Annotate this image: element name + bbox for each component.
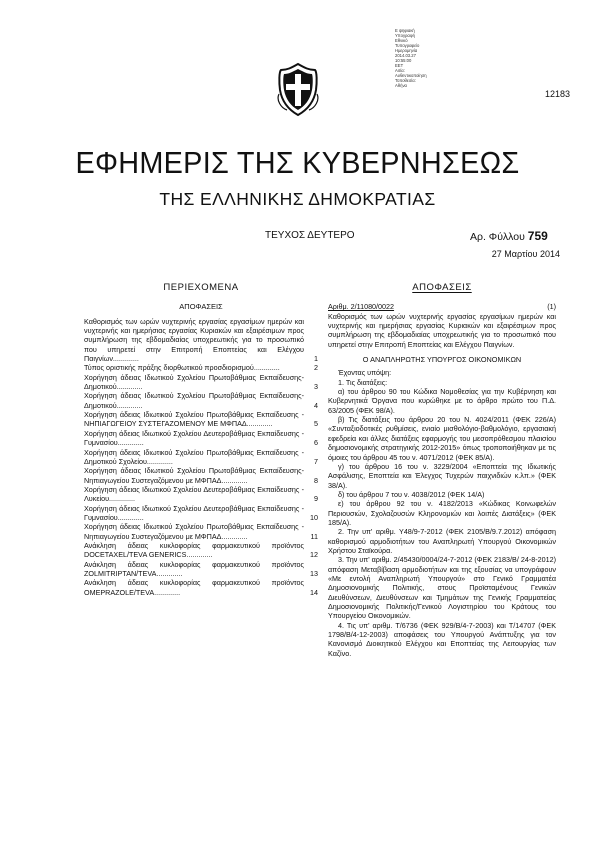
toc-item[interactable] (84, 317, 318, 364)
toc-item[interactable] (84, 373, 318, 392)
toc-item[interactable] (84, 485, 318, 504)
decision-paragraph: 4. Τις υπ' αριθμ. Τ/6736 (ΦΕΚ 929/Β/4-7-2003) και Τ/14707 (ΦΕΚ 1798/Β/4-12-2003) αποφάσεις του Υπουργού Ανάπτυξης για τον Κανονισμό Διοικητικού Ελέγχου και Εποπτείας της Λειτουργίας των Καζίνο. (328, 620, 556, 658)
toc-item[interactable] (84, 560, 318, 579)
decision-subject: Καθορισμός των ωρών νυχτερινής εργασίας εργασίμων ημερών και νυχτερινής και ημερήσιας εργασίας Κυριακών και εξαιρέσιμων προς συμπλήρωση της εβδομαδιαίας υποχρεωτικής για το προσωπικό που υπηρετεί στην Επιτροπή Εποπτείας και Ελέγχου Παιγνίων. (328, 311, 556, 349)
toc-item-text: Καθορισμός των ωρών νυχτερινής εργασίας εργασίμων ημερών και νυχτερινής και ημερήσιας εργασίας Κυριακών και εξαιρέσιμων προς συμπλήρωση της εβδομαδιαίας υποχρεωτικής για το προσωπικό που υπηρετεί στην Επιτροπή Εποπτείας και Ελέγχου Παιγνίων............. (84, 316, 304, 364)
decision-paragraph: 2. Την υπ' αριθμ. Υ48/9-7-2012 (ΦΕΚ 2105/Β/9.7.2012) απόφαση καθορισμού αρμοδιοτήτων του Αναπληρωτή Υπουργού Οικονομικών Χρήστου Σταϊκούρα. (328, 527, 556, 555)
toc-item-text: Ανάκληση άδειας κυκλοφορίας φαρμακευτικού προϊόντος ZOLMITRIPTAN/TEVA............. (84, 559, 304, 578)
stamp-line: Ε ψηφιακή (395, 28, 415, 33)
toc-item-page: 2 (314, 363, 318, 373)
toc-item[interactable] (84, 429, 318, 448)
toc-heading: ΠΕΡΙΕΧΟΜΕΝΑ (163, 282, 239, 293)
sheet-label: Αρ. Φύλλου (470, 231, 525, 243)
decision-paragraph: Έχοντας υπόψη: (338, 368, 392, 378)
toc-item-page: 12 (310, 550, 318, 560)
decision-paragraph: ε) του άρθρου 92 του ν. 4182/2013 «Κώδικας Κοινωφελών Περιουσιών, Σχολαζουσών Κληρονομιών και λοιπές Διατάξεις» (ΦΕΚ 185/Α). (328, 499, 556, 527)
decision-ref-index: (1) (547, 302, 556, 312)
toc-item[interactable] (84, 363, 318, 372)
gazette-subtitle: ΤΗΣ ΕΛΛΗΝΙΚΗΣ ΔΗΜΟΚΡΑΤΙΑΣ (159, 189, 436, 209)
toc-item-text: Χορήγηση άδειας Ιδιωτικού Σχολείου Πρωτοβάθμιας Εκπαίδευσης - Δημοτικού Σχολείου............. (84, 447, 304, 466)
sheet-number (470, 229, 548, 243)
page-number: 12183 (544, 89, 570, 99)
decision-authority: Ο ΑΝΑΠΛΗΡΩΤΗΣ ΥΠΟΥΡΓΟΣ ΟΙΚΟΝΟΜΙΚΩΝ (362, 355, 522, 365)
stamp-line: Τυπογραφείο (395, 43, 420, 48)
decision-paragraph: β) Τις διατάξεις του άρθρου 20 του Ν. 4024/2011 (ΦΕΚ 226/Α) «Συνταξιοδοτικές ρυθμίσεις, ενιαίο μισθολόγιο-βαθμολόγιο, εργασιακή εφεδρεία και άλλες διατάξεις εφαρμογής του μεσοπρόθεσμου πλαισίου δημοσιονομικής στρατηγικής 2012-2015» όπως τροποποιήθηκαν με τις όμοιες του άρθρου 45 του ν. 4071/2012 (ΦΕΚ 85/Α). (328, 415, 556, 462)
gazette-title: ΕΦΗΜΕΡΙΣ ΤΗΣ ΚΥΒΕΡΝΗΣΕΩΣ (75, 145, 520, 180)
toc-item-text: Τύπος οριστικής πράξης διορθωτικού προσδιορισμού............. (84, 363, 280, 373)
decision-ref-number: Αριθμ. 2/11080/0022 (328, 302, 395, 312)
toc-item-page: 1 (314, 354, 318, 364)
issue-label: ΤΕΥΧΟΣ ΔΕΥΤΕΡΟ (265, 230, 355, 241)
toc-item-text: Ανάκληση άδειας κυκλοφορίας φαρμακευτικού προϊόντος DOCETAXEL/TEVA GENERICS............. (84, 540, 304, 560)
toc-item-text: Χορήγηση άδειας Ιδιωτικού Σχολείου Πρωτοβάθμιας Εκπαίδευσης - Νηπιαγωγείου Συστεγαζόμενου με ΜΦΠΑΔ............. (84, 522, 304, 541)
digital-signature-stamp (395, 28, 463, 88)
stamp-line: Τοποθεσία: (395, 78, 416, 83)
toc-item[interactable] (84, 522, 318, 541)
stamp-line: Εθνικό (395, 38, 408, 43)
stamp-line: Υπογραφή (395, 33, 415, 38)
toc-item-text: Χορήγηση άδειας Ιδιωτικού Σχολείου Πρωτοβάθμιας Εκπαίδευσης-Δημοτικού............. (84, 391, 304, 410)
toc-item[interactable] (84, 541, 318, 560)
stamp-line: 2014.03.27 (395, 53, 416, 58)
decision-paragraph: 3. Την υπ' αριθμ. 2/45430/0004/24-7-2012 (ΦΕΚ 2183/Β/ 24-8-2012) απόφαση Μεταβίβαση αρμοδιοτήτων και της εξουσίας να υπογράφουν «Με εντολή Αναπληρωτή Υπουργού» στο Γενικό Γραμματέα Δημοσιονομικής Πολιτικής, στους Προϊσταμένους Γενικών Διευθύνσεων, Διευθύνσεων και Τμημάτων της Γενικής Γραμματείας Δημοσιονομικής Πολιτικής/Γενικού Λογιστηρίου του Κράτους του Υπουργείου Οικονομικών. (328, 555, 556, 621)
toc-item[interactable] (84, 466, 318, 485)
issue-date: 27 Μαρτίου 2014 (491, 249, 560, 259)
table-of-contents (84, 283, 318, 597)
toc-item-page: 10 (310, 512, 318, 522)
toc-list (84, 317, 318, 597)
toc-item-text: Χορήγηση άδειας Ιδιωτικού Σχολείου Πρωτοβάθμιας Εκπαίδευσης - ΝΗΠΙΑΓΩΓΕΙΟΥ ΣΥΣΤΕΓΑΖΟΜΕΝΟΥ ΜΕ ΜΦΠΑΔ............. (84, 410, 304, 429)
stamp-line: 10:55:00 (395, 58, 412, 63)
toc-item-page: 4 (314, 400, 318, 410)
toc-item-text: Ανάκληση άδειας κυκλοφορίας φαρμακευτικού προϊόντος OMEPRAZOLE/TEVA............. (84, 578, 304, 597)
toc-section: ΑΠΟΦΑΣΕΙΣ (179, 302, 223, 312)
decision-paragraph: γ) του άρθρου 16 του ν. 3229/2004 «Εποπτεία της Ιδιωτικής Ασφάλισης, Εποπτεία και Έλεγχος Τυχερών παιχνιδιών κ.λπ.» (ΦΕΚ 38/Α). (328, 461, 556, 490)
toc-item-page: 14 (310, 587, 318, 597)
toc-item-text: Χορήγηση άδειας Ιδιωτικού Σχολείου Δευτεροβάθμιας Εκπαίδευσης - Γυμνασίου............. (84, 503, 304, 522)
toc-item-text: Χορήγηση άδειας Ιδιωτικού Σχολείου Δευτεροβάθμιας Εκπαίδευσης - Λυκείου............. (84, 484, 304, 504)
stamp-line: Αθήνα (395, 83, 407, 88)
decision-reference (328, 302, 556, 311)
toc-item-page: 7 (314, 456, 318, 466)
toc-item[interactable] (84, 448, 318, 467)
toc-item-text: Χορήγηση άδειας Ιδιωτικού Σχολείου Πρωτοβάθμιας Εκπαίδευσης-Δημοτικού............. (84, 372, 304, 392)
toc-item[interactable] (84, 410, 318, 429)
toc-item-text: Χορήγηση άδειας Ιδιωτικού Σχολείου Πρωτοβάθμιας Εκπαίδευσης-Νηπιαγωγείου Συστεγαζόμενου με ΜΦΠΑΔ............. (84, 466, 304, 485)
toc-item-page: 8 (314, 475, 318, 485)
decision-paragraph: 1. Τις διατάξεις: (338, 377, 388, 387)
stamp-line: Αυθεντικοποίηση (395, 73, 427, 78)
stamp-line: Ημερομηνία (395, 48, 418, 53)
toc-item[interactable] (84, 391, 318, 410)
toc-item-page: 6 (314, 438, 318, 448)
toc-item[interactable] (84, 504, 318, 523)
toc-item[interactable] (84, 578, 318, 597)
sheet-value: 759 (527, 229, 548, 243)
decisions-heading: ΑΠΟΦΑΣΕΙΣ (412, 282, 472, 293)
toc-item-page: 9 (314, 494, 318, 504)
toc-item-page: 11 (310, 531, 318, 541)
stamp-line: Αιτία: (395, 68, 405, 73)
stamp-line: EET (395, 63, 404, 68)
decision-body (328, 368, 556, 658)
toc-item-text: Χορήγηση άδειας Ιδιωτικού Σχολείου Δευτεροβάθμιας Εκπαίδευσης - Γυμνασίου............. (84, 428, 304, 448)
decision-paragraph: α) του άρθρου 90 του Κώδικα Νομοθεσίας για την Κυβέρνηση και Κυβερνητικά Όργανα που κυρώθηκε με το άρθρο πρώτο του Π.Δ. 63/2005 (ΦΕΚ 98/Α). (328, 387, 556, 415)
toc-item-page: 5 (314, 419, 318, 429)
decision-column (328, 283, 556, 658)
toc-item-page: 13 (310, 568, 318, 578)
toc-item-page: 3 (314, 382, 318, 392)
decision-paragraph: δ) του άρθρου 7 του ν. 4038/2012 (ΦΕΚ 14/Α) (338, 489, 485, 499)
greek-coat-of-arms-icon (277, 60, 319, 120)
